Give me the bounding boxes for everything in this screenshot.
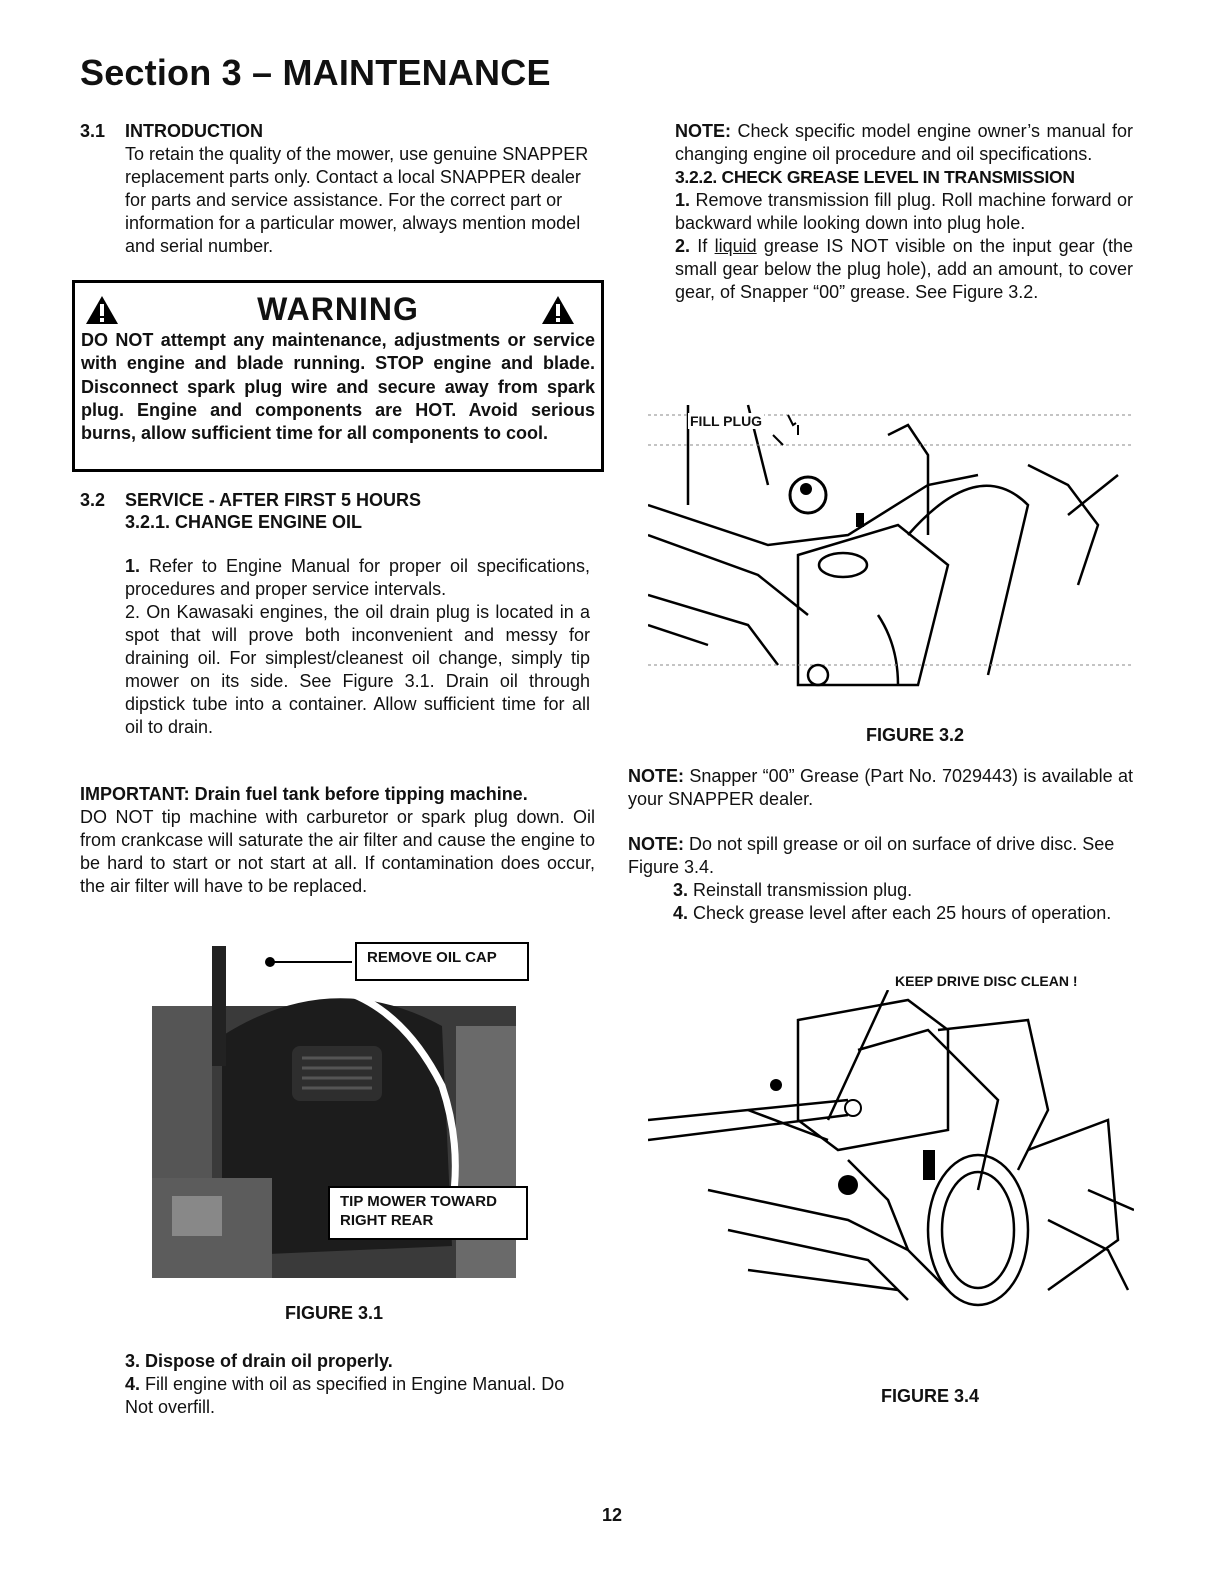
change-oil-heading: 3.2.1. CHANGE ENGINE OIL	[125, 512, 363, 532]
note-grease-part: NOTE: Snapper “00” Grease (Part No. 7029443) is available at your SNAPPER dealer.	[628, 766, 1133, 809]
important-text: DO NOT tip machine with carburetor or spark plug down. Oil from crankcase will saturate the air filter and cause the engine to be hard to start or not start at all. If contamination does occur, the air filter will have to be replaced.	[80, 807, 595, 896]
note-engine-manual: NOTE: Check specific model engine owner’s manual for changing engine oil procedure and oil specifications.	[675, 121, 1133, 164]
important-label: IMPORTANT: Drain fuel tank before tipping machine.	[80, 784, 528, 804]
intro-heading: 3.1 INTRODUCTION	[80, 121, 263, 141]
warning-triangle-icon	[541, 295, 575, 325]
grease-step-1: 1. Remove transmission fill plug. Roll machine forward or backward while looking down into plug hole.	[675, 190, 1133, 233]
transmission-fill-plug-illustration	[648, 385, 1134, 705]
step-4: 4. Fill engine with oil as specified in Engine Manual. Do Not overfill.	[125, 1374, 565, 1417]
grease-step-4: 4. Check grease level after each 25 hours of operation.	[673, 903, 1112, 923]
warning-title: WARNING	[257, 291, 419, 327]
figure-3-2-image	[648, 385, 1134, 705]
service-heading: 3.2 SERVICE - AFTER FIRST 5 HOURS	[80, 490, 422, 510]
figure-3-4-image	[648, 990, 1134, 1350]
grease-step-3: 3. Reinstall transmission plug.	[673, 880, 913, 900]
figure-3-4-caption: FIGURE 3.4	[880, 1386, 980, 1406]
right-top-section	[675, 120, 1133, 304]
page-number: 12	[601, 1505, 623, 1525]
note-drive-disc: NOTE: Do not spill grease or oil on surface of drive disc. See Figure 3.4.	[628, 834, 1115, 877]
warning-triangle-icon	[85, 295, 119, 325]
warning-header	[81, 289, 595, 329]
step-3: 3. Dispose of drain oil properly.	[125, 1351, 393, 1371]
grease-heading: 3.2.2. CHECK GREASE LEVEL IN TRANSMISSION	[675, 167, 1075, 187]
callout-remove-oil-cap: REMOVE OIL CAP	[355, 942, 529, 981]
keep-drive-disc-clean-label: KEEP DRIVE DISC CLEAN !	[895, 973, 1078, 989]
drive-disc-illustration	[648, 990, 1134, 1350]
page-title: Section 3 – MAINTENANCE	[80, 52, 551, 93]
final-steps	[80, 1350, 590, 1419]
service-step-2: 2. On Kawasaki engines, the oil drain plug is located in a spot that will prove both inconvenient and messy for draining oil. For simplest/cleanest oil change, simply tip mower on its side. See Figure 3.1. Drain oil through dipstick tube into a container. Allow sufficient time for all oil to drain.	[125, 602, 590, 737]
right-mid-section	[628, 765, 1133, 925]
callout-tip-mower: TIP MOWER TOWARD RIGHT REAR	[328, 1186, 528, 1240]
fill-plug-label: FILL PLUG	[690, 413, 763, 429]
important-section	[80, 783, 595, 898]
intro-section	[80, 120, 590, 258]
figure-3-2-caption: FIGURE 3.2	[865, 725, 965, 745]
warning-box	[72, 280, 604, 472]
service-step-1: 1. Refer to Engine Manual for proper oil specifications, procedures and proper service intervals.	[125, 556, 590, 599]
figure-3-1-caption: FIGURE 3.1	[284, 1303, 384, 1323]
warning-text: DO NOT attempt any maintenance, adjustments or service with engine and blade running. STOP engine and blade. Disconnect spark plug wire and secure away from spark plug. Engine and components are HOT. Avoid serious burns, allow sufficient time for all components to cool.	[81, 330, 595, 444]
intro-text: To retain the quality of the mower, use genuine SNAPPER replacement parts only. Contact a local SNAPPER dealer for parts and service assistance. For the correct part or information for a particular mower, always mention model and serial number.	[125, 144, 589, 256]
grease-step-2: 2. If liquid grease IS NOT visible on the input gear (the small gear below the plug hole), add an amount, to cover gear, of Snapper “00” grease. See Figure 3.2.	[675, 236, 1133, 302]
service-section	[80, 489, 590, 739]
